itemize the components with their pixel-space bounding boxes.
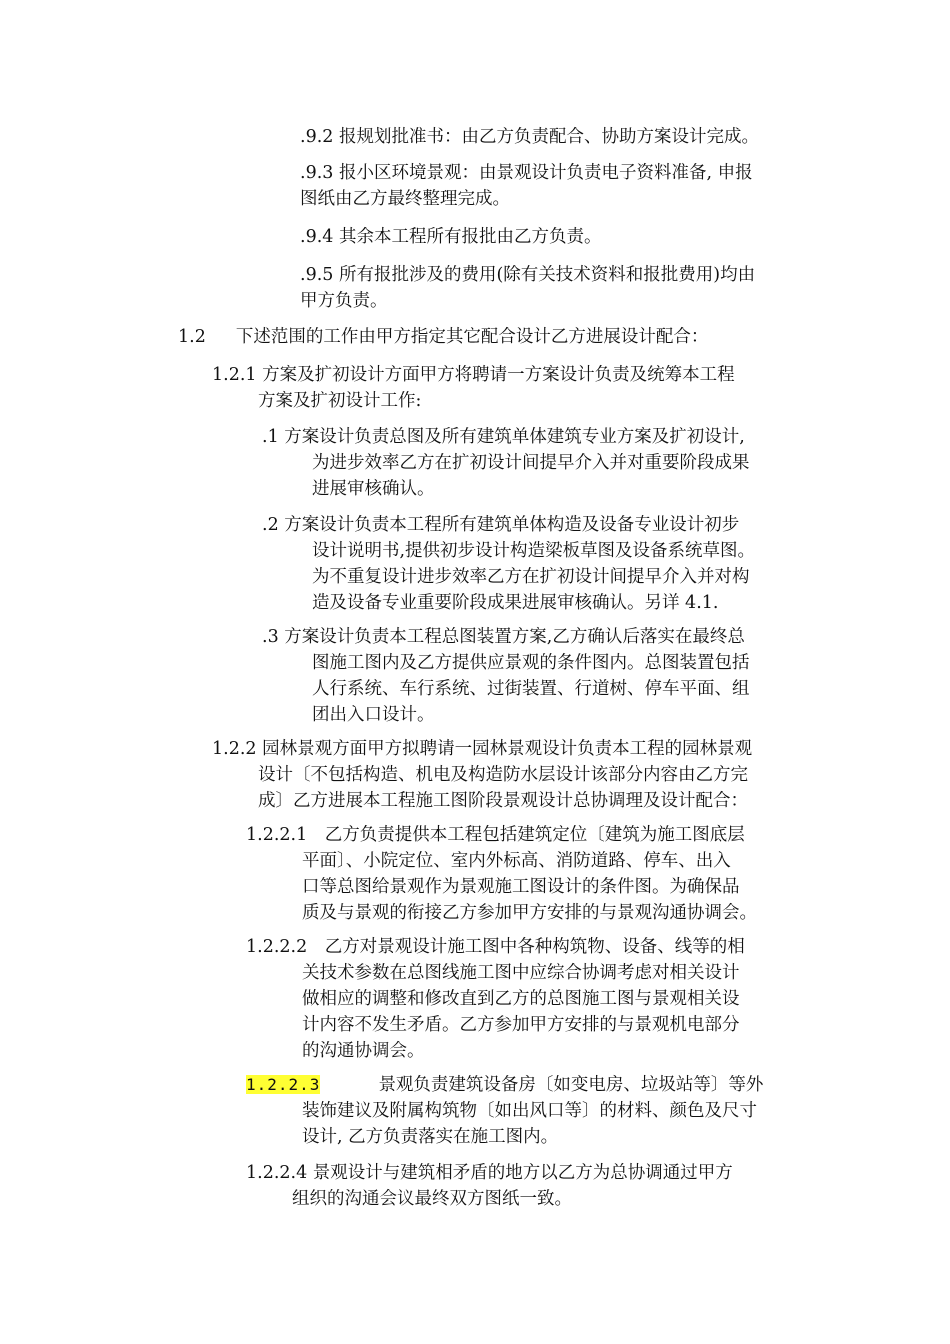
text-line: .3 方案设计负责本工程总图装置方案,乙方确认后落实在最终总 [262, 627, 745, 647]
text-line: 装饰建议及附属构筑物〔如出风口等〕的材料、颜色及尺寸 [302, 1101, 757, 1121]
text-line: 做相应的调整和修改直到乙方的总图施工图与景观相关设 [302, 989, 740, 1009]
text-line: 甲方负责。 [300, 291, 388, 311]
text-line: 设计说明书,提供初步设计构造梁板草图及设备系统草图。 [312, 541, 756, 561]
clause-1-2-1 [212, 362, 735, 414]
clause-1-2-1-2 [262, 512, 755, 616]
clause-9-2 [300, 124, 759, 150]
clause-9-3 [300, 160, 753, 212]
section-1-2 [178, 324, 708, 350]
text-line: 1.2.2.2 乙方对景观设计施工图中各种构筑物、设备、线等的相 [246, 937, 745, 957]
text-line: 组织的沟通会议最终双方图纸一致。 [292, 1189, 572, 1209]
text-line: 1.2.2.1 乙方负责提供本工程包括建筑定位〔建筑为施工图底层 [246, 825, 745, 845]
text-line: 1.2.2.4 景观设计与建筑相矛盾的地方以乙方为总协调通过甲方 [246, 1163, 733, 1183]
text-line: 图施工图内及乙方提供应景观的条件图内。总图装置包括 [312, 653, 750, 673]
clause-1-2-2-2 [246, 934, 745, 1064]
text-line: 人行系统、车行系统、过街装置、行道树、停车平面、组 [312, 679, 750, 699]
text-line: 的沟通协调会。 [302, 1041, 425, 1061]
text-line: 口等总图给景观作为景观施工图设计的条件图。为确保品 [302, 877, 740, 897]
text-line: 关技术参数在总图线施工图中应综合协调考虑对相关设计 [302, 963, 740, 983]
text-line: 设计〔不包括构造、机电及构造防水层设计该部分内容由乙方完 [258, 765, 748, 785]
text-line: 成〕乙方进展本工程施工图阶段景观设计总协调理及设计配合： [258, 791, 748, 811]
text-line: 方案及扩初设计工作: [258, 391, 422, 411]
clause-1-2-1-3 [262, 624, 750, 728]
clause-1-2-1-1 [262, 424, 750, 502]
text-line: 平面〕、小院定位、室内外标高、消防道路、停车、出入 [302, 851, 731, 871]
text-line: 造及设备专业重要阶段成果进展审核确认。另详 4.1. [312, 593, 719, 613]
text-line: 计内容不发生矛盾。乙方参加甲方安排的与景观机电部分 [302, 1015, 740, 1035]
text-line: .2 方案设计负责本工程所有建筑单体构造及设备专业设计初步 [262, 515, 740, 535]
clause-1-2-2-3 [246, 1072, 763, 1150]
clause-9-5 [300, 262, 755, 314]
clause-1-2-2-1 [246, 822, 757, 926]
text-line: 设计, 乙方负责落实在施工图内。 [302, 1127, 559, 1147]
text-line: 图纸由乙方最终整理完成。 [300, 189, 510, 209]
clause-9-4 [300, 224, 601, 250]
text-line: .9.3 报小区环境景观：由景观设计负责电子资料准备, 申报 [300, 163, 753, 183]
text-line: 1.2.1 方案及扩初设计方面甲方将聘请一方案设计负责及统筹本工程 [212, 365, 735, 385]
highlighted-clause-number: 1.2.2.3 [246, 1075, 321, 1094]
text-line: 团出入口设计。 [312, 705, 435, 725]
text-line: 1.2.2 园林景观方面甲方拟聘请一园林景观设计负责本工程的园林景观 [212, 739, 753, 759]
text-line: .9.2 报规划批准书：由乙方负责配合、协助方案设计完成。 [300, 127, 759, 147]
text-line: 质及与景观的衔接乙方参加甲方安排的与景观沟通协调会。 [302, 903, 757, 923]
text-line: .1 方案设计负责总图及所有建筑单体建筑专业方案及扩初设计, [262, 427, 745, 447]
clause-1-2-2 [212, 736, 752, 814]
clause-1-2-2-4 [246, 1160, 733, 1212]
text-line: .9.4 其余本工程所有报批由乙方负责。 [300, 227, 602, 247]
section-heading: 下述范围的工作由甲方指定其它配合设计乙方进展设计配合： [235, 327, 709, 347]
text-line: .9.5 所有报批涉及的费用(除有关技术资料和报批费用)均由 [300, 265, 756, 285]
text-line: 为不重复设计进步效率乙方在扩初设计间提早介入并对构 [312, 567, 750, 587]
text-line: 进展审核确认。 [312, 479, 435, 499]
section-number: 1.2 [178, 327, 206, 347]
text-line: 为进步效率乙方在扩初设计间提早介入并对重要阶段成果 [312, 453, 750, 473]
text-line: 景观负责建筑设备房〔如变电房、垃圾站等〕等外 [378, 1075, 764, 1095]
